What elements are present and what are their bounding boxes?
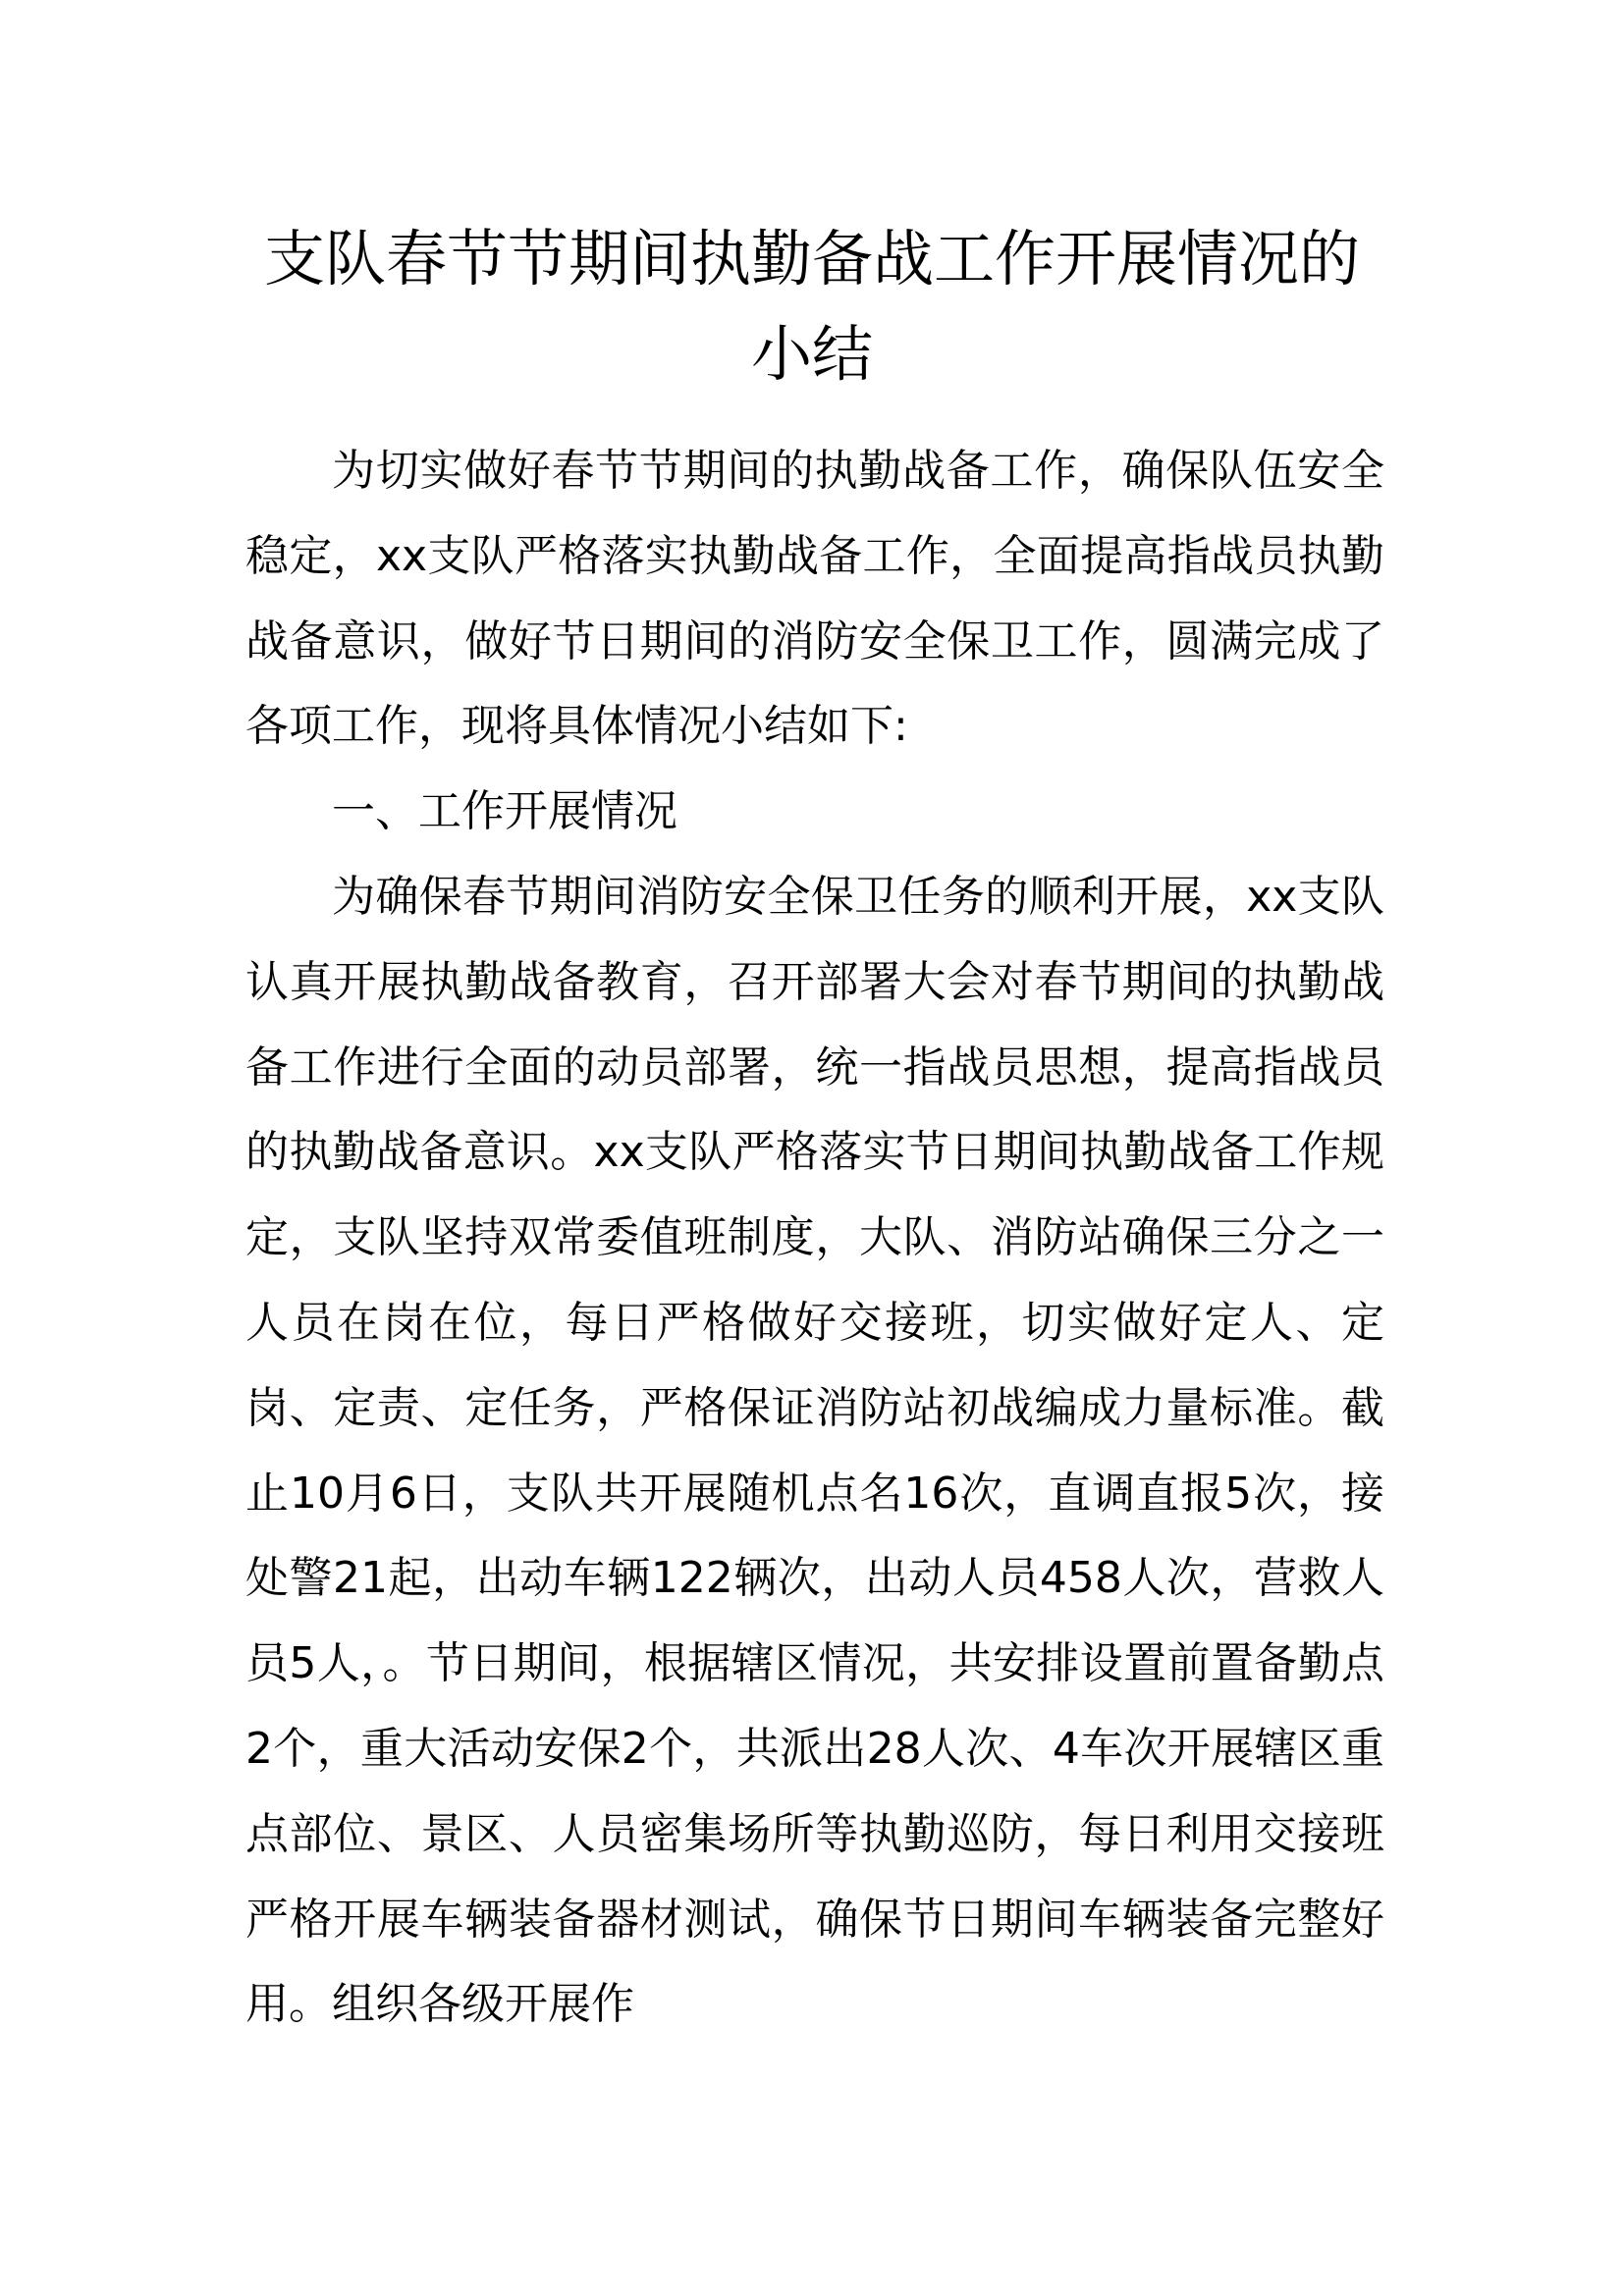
document-body <box>245 429 1384 2048</box>
paragraph-intro: 为切实做好春节节期间的执勤战备工作，确保队伍安全稳定，xx支队严格落实执勤战备工作，全面提高指战员执勤战备意识，做好节日期间的消防安全保卫工作，圆满完成了各项工作，现将具体情况小结如下: <box>245 446 1384 752</box>
paragraph-work-status: 为确保春节期间消防安全保卫任务的顺利开展，xx支队认真开展执勤战备教育，召开部署大会对春节期间的执勤战备工作进行全面的动员部署，统一指战员思想，提高指战员的执勤战备意识。xx支队严格落实节日期间执勤战备工作规定，支队坚持双常委值班制度，大队、消防站确保三分之一人员在岗在位，每日严格做好交接班，切实做好定人、定岗、定责、定任务，严格保证消防站初战编成力量标准。截止10月6日，支队共开展随机点名16次，直调直报5次，接处警21起，出动车辆122辆次，出动人员458人次，营救人员5人，。节日期间，根据辖区情况，共安排设置前置备勤点2个，重大活动安保2个，共派出28人次、4车次开展辖区重点部位、景区、人员密集场所等执勤巡防，每日利用交接班严格开展车辆装备器材测试，确保节日期间车辆装备完整好用。组织各级开展作 <box>245 871 1384 2030</box>
document-title: 支队春节节期间执勤备战工作开展情况的小结 <box>263 223 1360 390</box>
section-heading-1: 一、工作开展情况 <box>332 786 677 837</box>
